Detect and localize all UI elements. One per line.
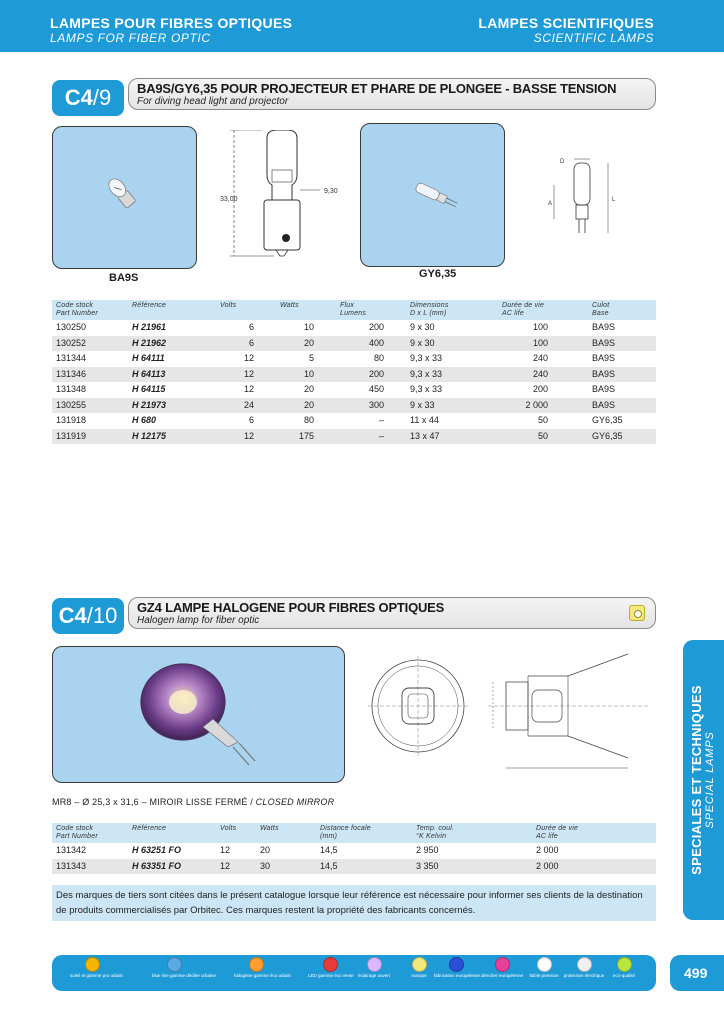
ba9s-lamp-image: [53, 127, 197, 269]
legend-item: [152, 957, 217, 978]
table-cell: H 64113: [128, 367, 216, 383]
table-cell: 14,5: [316, 859, 412, 875]
legend-label: protection électrique: [563, 973, 605, 978]
table-cell: 131346: [52, 367, 128, 383]
page-number: 499: [670, 955, 724, 991]
table-cell: 12: [216, 429, 276, 445]
col-header: Code stock Part Number: [52, 823, 128, 843]
header-right-subtitle: SCIENTIFIC LAMPS: [533, 31, 654, 45]
table-header-row: [52, 823, 656, 843]
page-header: [0, 0, 724, 52]
col-header: Watts: [256, 823, 316, 843]
table-cell: 80: [373, 353, 384, 363]
table-cell: 400: [336, 336, 406, 352]
brand-icon: [412, 957, 427, 972]
table-cell: 9,3 x 33: [406, 367, 498, 383]
table-cell: 9,3 x 33: [410, 384, 443, 394]
table-cell: 130252: [52, 336, 128, 352]
table-cell: H 21962: [128, 336, 216, 352]
led-badge-icon: [629, 605, 645, 621]
legend-label: éclairage ouvert: [357, 973, 391, 978]
section-title-bar: [128, 597, 656, 629]
section-subtitle: For diving head light and projector: [137, 96, 289, 107]
legend-label: fabrication européenne: [434, 973, 481, 978]
section-title: BA9S/GY6,35 POUR PROJECTEUR ET PHARE DE PLONGEE - BASSE TENSION: [137, 81, 617, 96]
protection-icon: [577, 957, 592, 972]
table-cell: 10: [303, 322, 314, 332]
table-cell: H 12175: [128, 429, 216, 445]
table-cell: 130255: [52, 398, 128, 414]
legend-label: directive européenne: [480, 973, 524, 978]
europe-icon: [449, 957, 464, 972]
gy635-lamp-image: [361, 124, 505, 267]
table-cell: 131918: [56, 415, 87, 425]
legend-label: eco-qualité: [612, 973, 635, 978]
table-cell: H 21961: [132, 322, 167, 332]
table-cell: BA9S: [588, 367, 656, 383]
table-cell: GY6,35: [592, 415, 623, 425]
table-cell: 300: [336, 398, 406, 414]
section-title: GZ4 LAMPE HALOGENE POUR FIBRES OPTIQUES: [137, 600, 445, 615]
col-header: Distance focale (mm): [316, 823, 412, 843]
table-cell: 3 350: [412, 859, 532, 875]
col-header: Durée de vie AC life: [498, 300, 588, 320]
drawing-height-label: 33,00: [220, 196, 238, 203]
table-cell: 2 950: [416, 845, 439, 855]
table-cell: 9 x 30: [410, 322, 435, 332]
table-cell: 24: [216, 398, 276, 414]
table-row: [52, 320, 656, 336]
section-title-bar: [128, 78, 656, 110]
table-cell: 20: [303, 384, 314, 394]
legend-item: [602, 957, 646, 978]
caption-gy635: GY6,35: [419, 268, 457, 280]
table-cell: 200: [368, 322, 384, 332]
pressure-icon: [537, 957, 552, 972]
legend-item: [480, 957, 524, 978]
ba9s-technical-drawing: [212, 130, 352, 270]
table-cell: 12: [220, 845, 231, 855]
table-cell: 20: [276, 336, 336, 352]
side-tab-subtitle: SPECIAL LAMPS: [704, 731, 716, 829]
drawing-width-label: 9,30: [324, 188, 338, 195]
section-code-num: /10: [86, 603, 118, 628]
side-category-text: [689, 685, 717, 875]
col-header: Flux Lumens: [336, 300, 406, 320]
side-tab-title: SPECIALES ET TECHNIQUES: [689, 685, 704, 875]
legend-item: [562, 957, 606, 978]
col-header: Référence: [128, 823, 216, 843]
table-cell: 50: [537, 415, 548, 425]
mr8-description: [52, 797, 334, 807]
table-cell: 131344: [56, 353, 87, 363]
table-cell: 2 000: [532, 859, 656, 875]
gy635-technical-drawing: [540, 155, 630, 245]
lighting-icon: [367, 957, 382, 972]
table-row: [52, 859, 656, 875]
col-header: Culot Base: [588, 300, 656, 320]
legend-item: [522, 957, 566, 978]
table-cell: 6: [216, 336, 276, 352]
table-cell: 100: [498, 336, 588, 352]
table-cell: 100: [532, 322, 548, 332]
table-cell: 50: [498, 429, 588, 445]
table-cell: 2 000: [498, 398, 588, 414]
table-row: [52, 413, 656, 429]
table-cell: 200: [532, 384, 548, 394]
legend-label: blue line gamme dédiée urbaine: [152, 973, 217, 978]
table-cell: 13 x 47: [406, 429, 498, 445]
mr8-italic: CLOSED MIRROR: [255, 797, 335, 807]
legend-label: faible pression: [529, 973, 559, 978]
legend-label: LED gamme éco vente: [308, 973, 354, 978]
legend-item: [234, 957, 292, 978]
table-cell: 9 x 33: [406, 398, 498, 414]
table-cell: 30: [256, 859, 316, 875]
col-header: Volts: [216, 300, 276, 320]
table-cell: 20: [260, 845, 271, 855]
table-cell: 6: [248, 415, 254, 425]
table-cell: 2 000: [536, 845, 559, 855]
table-row: [52, 351, 656, 367]
table-cell: 20: [276, 398, 336, 414]
table-cell: 130250: [56, 322, 87, 332]
table-cell: H 63251 FO: [132, 845, 182, 855]
table-cell: 131342: [56, 845, 87, 855]
table-cell: 131343: [52, 859, 128, 875]
legend-label: soleil et gamme pro urbain: [70, 973, 124, 978]
table-cell: 14,5: [320, 845, 338, 855]
table-row: [52, 367, 656, 383]
table-cell: H 63351 FO: [128, 859, 216, 875]
col-header: Code stock Part Number: [52, 300, 128, 320]
table-row: [52, 429, 656, 445]
table-cell: 240: [532, 353, 548, 363]
header-right-title: LAMPES SCIENTIFIQUES: [478, 15, 654, 31]
table-cell: 450: [368, 384, 384, 394]
table-cell: H 64115: [132, 384, 166, 394]
legend-item: [352, 957, 396, 978]
sun-icon: [85, 957, 100, 972]
mr8-technical-drawing: [368, 650, 658, 775]
table-cell: H 64111: [132, 353, 165, 363]
table-row: [52, 336, 656, 352]
directive-icon: [495, 957, 510, 972]
header-right: [478, 15, 654, 45]
drawing-l-label: L: [612, 197, 616, 203]
table-cell: –: [336, 429, 406, 445]
lamp-table-c4-9: [52, 300, 656, 444]
blue-line-icon: [167, 957, 182, 972]
caption-ba9s: BA9S: [109, 272, 139, 284]
mr8-lamp-photo: [52, 646, 345, 783]
table-cell: 9,3 x 33: [410, 353, 443, 363]
table-cell: BA9S: [588, 398, 656, 414]
table-cell: GY6,35: [588, 429, 656, 445]
table-cell: BA9S: [592, 384, 616, 394]
section-code-num: /9: [92, 85, 112, 110]
table-cell: 10: [276, 367, 336, 383]
header-left: [50, 15, 292, 45]
section-code-bold: C4: [64, 85, 93, 110]
mr8-lamp-image: [53, 647, 345, 783]
lamp-table-c4-10: [52, 823, 656, 874]
col-header: Durée de vie AC life: [532, 823, 656, 843]
table-cell: 12: [243, 384, 254, 394]
col-header: Dimensions D x L (mm): [406, 300, 498, 320]
table-cell: 6: [248, 322, 254, 332]
col-header: Volts: [216, 823, 256, 843]
table-cell: 9 x 30: [406, 336, 498, 352]
table-cell: 175: [276, 429, 336, 445]
section-code-c4-9: [52, 80, 124, 116]
col-header: Référence: [128, 300, 216, 320]
header-left-title: LAMPES POUR FIBRES OPTIQUES: [50, 15, 293, 31]
halogen-icon: [249, 957, 264, 972]
table-cell: –: [378, 415, 384, 425]
legend-label: marque: [411, 973, 427, 978]
gy635-lamp-photo: [360, 123, 505, 267]
legend-label: halogène gamme éco urbain: [234, 973, 292, 978]
table-cell: 131919: [52, 429, 128, 445]
section-subtitle: Halogen lamp for fiber optic: [137, 615, 260, 626]
table-row: [52, 843, 656, 859]
header-left-subtitle: LAMPS FOR FIBER OPTIC: [50, 31, 211, 45]
section-code-c4-10: [52, 598, 124, 634]
table-cell: 80: [303, 415, 314, 425]
eco-icon: [617, 957, 632, 972]
table-cell: 11 x 44: [410, 415, 439, 425]
trademark-note: Des marques de tiers sont citées dans le présent catalogue lorsque leur référence est nécessaire pour informer ses clients de la destination de produits commercialisés par Orbitec. Ces marques restent la propriété des fabricants concernés.: [52, 885, 656, 921]
table-cell: 200: [336, 367, 406, 383]
footer-legend-bar: [52, 955, 656, 991]
table-cell: BA9S: [592, 353, 616, 363]
table-cell: H 21973: [128, 398, 216, 414]
table-cell: 131348: [56, 384, 87, 394]
table-row: [52, 398, 656, 414]
section-code-bold: C4: [58, 603, 87, 628]
table-row: [52, 382, 656, 398]
drawing-d-label: D: [560, 159, 565, 165]
table-cell: BA9S: [588, 336, 656, 352]
mr8-text: MR8 – Ø 25,3 x 31,6 – MIROIR LISSE FERMÉ /: [52, 797, 256, 807]
legend-item: [434, 957, 481, 978]
table-cell: 12: [243, 353, 254, 363]
drawing-a-label: A: [548, 201, 553, 207]
col-header: Watts: [276, 300, 336, 320]
table-cell: 240: [498, 367, 588, 383]
table-cell: H 680: [132, 415, 157, 425]
table-cell: 12: [216, 367, 276, 383]
legend-item: [70, 957, 124, 978]
table-cell: BA9S: [592, 322, 616, 332]
legend-item: [308, 957, 352, 978]
led-icon: [323, 957, 338, 972]
table-header-row: [52, 300, 656, 320]
ba9s-lamp-photo: [52, 126, 197, 269]
table-cell: 12: [216, 859, 256, 875]
table-cell: 5: [308, 353, 314, 363]
col-header: Temp. coul. °K Kelvin: [412, 823, 532, 843]
